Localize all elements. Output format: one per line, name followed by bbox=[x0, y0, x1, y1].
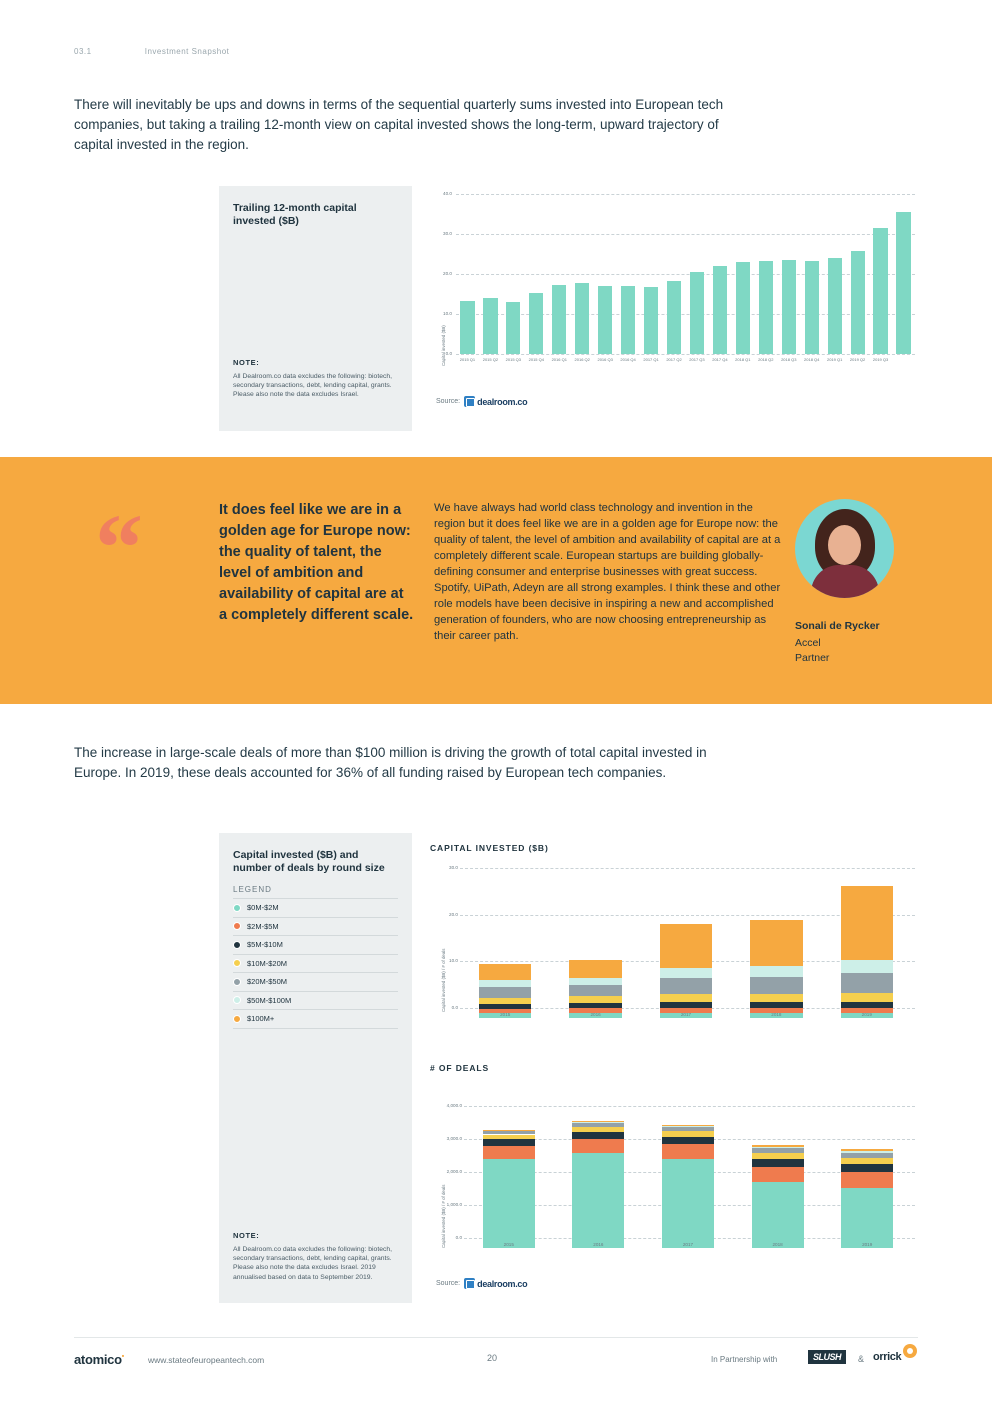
bar bbox=[460, 301, 474, 354]
note-body: All Dealroom.co data excludes the following: biotech, secondary transactions, debt, lending capital, grants. Please also note the data excludes Israel. bbox=[233, 373, 393, 399]
stack-segment bbox=[750, 1002, 802, 1008]
bar bbox=[896, 212, 910, 354]
stack-segment bbox=[572, 1121, 624, 1122]
dealroom-wordmark: dealroom.co bbox=[477, 396, 528, 407]
stacked-bar bbox=[660, 878, 712, 1018]
chart3-plot bbox=[446, 1103, 915, 1248]
stack-segment bbox=[660, 978, 712, 994]
gridline bbox=[456, 194, 915, 195]
bar bbox=[759, 261, 773, 354]
stack-segment bbox=[841, 1153, 893, 1158]
stack-segment bbox=[479, 998, 531, 1004]
stack-segment bbox=[483, 1130, 535, 1131]
stack-segment bbox=[660, 1002, 712, 1008]
quote-mark-icon: “ bbox=[95, 494, 143, 601]
chart2-note bbox=[233, 1231, 400, 1282]
x-axis-tick: 2019 bbox=[861, 1012, 872, 1017]
page-number: 20 bbox=[487, 1353, 498, 1363]
stack-segment bbox=[662, 1126, 714, 1128]
legend-item[interactable] bbox=[233, 917, 398, 936]
x-axis-tick: 2019 Q2 bbox=[849, 357, 866, 362]
x-axis-tick: 2018 Q2 bbox=[758, 357, 774, 362]
stacked-bar bbox=[569, 878, 621, 1018]
speaker-name: Sonali de Rycker bbox=[795, 620, 880, 632]
bar bbox=[667, 281, 681, 354]
legend-item[interactable] bbox=[233, 991, 398, 1010]
y-axis-tick: 0.0 bbox=[445, 351, 452, 356]
quote-body: We have always had world class technology and invention in the region but it does feel like we are in a golden age for Europe now: the quality of talent, the level of ambition and availability of capital are at a completely different scale. European startups are building globally-defining consumer and enterprise businesses with great success. Spotify, UiPath, Adeyn are all strong examples. I think these and other role models have been decisive in inspiring a new and accomplished generation of founders, who are now choosing entrepreneurship as their career path. bbox=[434, 502, 781, 642]
stack-segment bbox=[662, 1127, 714, 1131]
chart2-legend-card bbox=[219, 833, 412, 1303]
y-axis-tick: 20.0 bbox=[443, 271, 452, 276]
y-axis-tick: 1,000.0 bbox=[446, 1202, 462, 1207]
legend-item[interactable] bbox=[233, 972, 398, 991]
bar bbox=[506, 302, 520, 354]
stack-segment bbox=[660, 968, 712, 978]
atomico-logo: atomico• bbox=[74, 1352, 124, 1367]
y-axis-tick: 3,000.0 bbox=[446, 1136, 462, 1141]
legend-item[interactable] bbox=[233, 1009, 398, 1029]
x-axis-tick: 2017 bbox=[680, 1012, 692, 1017]
breadcrumb bbox=[74, 47, 674, 56]
note-label: NOTE: bbox=[233, 1231, 260, 1240]
x-axis-tick: 2015 bbox=[503, 1242, 514, 1247]
legend-color-dot-icon bbox=[233, 959, 241, 967]
legend-item-label: $10M-$20M bbox=[247, 958, 288, 968]
legend-color-dot-icon bbox=[233, 904, 241, 912]
source-label: Source: bbox=[436, 398, 461, 405]
avatar-face bbox=[828, 525, 861, 565]
legend-color-dot-icon bbox=[233, 978, 241, 986]
stack-segment bbox=[479, 964, 531, 980]
x-axis-tick: 2018 Q3 bbox=[781, 357, 797, 362]
x-axis-tick: 2017 bbox=[682, 1242, 694, 1247]
stack-segment bbox=[662, 1159, 714, 1248]
y-axis-tick: 20.0 bbox=[449, 911, 458, 917]
stack-segment bbox=[569, 985, 621, 996]
x-axis-tick: 2016 Q1 bbox=[551, 357, 567, 362]
speaker-role-text: Partner bbox=[795, 652, 830, 664]
stack-segment bbox=[572, 1122, 624, 1123]
speaker-company-text: Accel bbox=[795, 637, 821, 649]
chart1-source bbox=[436, 396, 527, 407]
chart3-y-axis-label: Capital invested ($B) / # of deals bbox=[441, 1184, 446, 1248]
stack-segment bbox=[483, 1159, 535, 1248]
legend-color-dot-icon bbox=[233, 941, 241, 949]
stack-segment bbox=[569, 960, 621, 978]
gridline bbox=[456, 234, 915, 235]
stacked-bar bbox=[479, 878, 531, 1018]
bar bbox=[483, 298, 497, 354]
orrick-mark-icon bbox=[903, 1344, 917, 1358]
dealroom-logo bbox=[464, 396, 527, 407]
note-label: NOTE: bbox=[233, 358, 260, 367]
bar bbox=[805, 261, 819, 354]
stack-segment bbox=[752, 1145, 804, 1146]
chart2-y-axis-label: Capital invested ($B) / # of deals bbox=[441, 948, 446, 1012]
stack-segment bbox=[479, 1004, 531, 1009]
x-axis-tick: 2017 Q2 bbox=[666, 357, 682, 362]
stack-segment bbox=[660, 924, 712, 968]
stack-segment bbox=[572, 1123, 624, 1127]
stack-segment bbox=[483, 1146, 535, 1159]
chart1-note bbox=[233, 358, 400, 400]
trailing-capital-chart bbox=[430, 186, 925, 416]
x-axis-tick: 2016 Q4 bbox=[620, 357, 636, 362]
stack-segment bbox=[750, 920, 802, 967]
legend-list bbox=[219, 898, 412, 1029]
stacked-bar bbox=[750, 878, 802, 1018]
y-axis-tick: 4,000.0 bbox=[446, 1103, 462, 1108]
orrick-logo: orrick bbox=[873, 1351, 902, 1363]
stack-segment bbox=[572, 1139, 624, 1152]
partner-label: In Partnership with bbox=[711, 1355, 778, 1364]
x-axis-tick: 2019 Q1 bbox=[826, 357, 843, 362]
stacked-bar bbox=[572, 1116, 624, 1248]
legend-item-label: $100M+ bbox=[247, 1014, 275, 1024]
dealroom-logo bbox=[464, 1278, 527, 1289]
stack-segment bbox=[752, 1147, 804, 1149]
y-axis-tick: 0.0 bbox=[451, 1005, 458, 1010]
legend-color-dot-icon bbox=[233, 922, 241, 930]
bar bbox=[736, 262, 750, 354]
footer-url[interactable]: www.stateofeuropeantech.com bbox=[148, 1355, 265, 1365]
stack-segment bbox=[483, 1130, 535, 1131]
stacked-bar bbox=[841, 878, 893, 1018]
note-body: All Dealroom.co data excludes the following: biotech, secondary transactions, debt, lending capital, grants. Please also note the data excludes Israel. 2019 annualised based on data to September 2019. bbox=[233, 1246, 393, 1281]
bar bbox=[621, 286, 635, 354]
section-title: Investment Snapshot bbox=[144, 47, 230, 56]
legend-header: LEGEND bbox=[233, 885, 272, 894]
legend-item-label: $50M-$100M bbox=[247, 995, 292, 1005]
bar bbox=[529, 293, 543, 354]
stack-segment bbox=[841, 1158, 893, 1164]
stacked-bar bbox=[662, 1116, 714, 1248]
x-axis-tick: 2015 Q1 bbox=[459, 357, 476, 362]
dealroom-badge-icon bbox=[464, 396, 475, 407]
bar bbox=[851, 251, 865, 354]
legend-item-label: $2M-$5M bbox=[247, 921, 279, 931]
intro-paragraph-2: The increase in large-scale deals of more than $100 million is driving the growth of total capital invested in Europe. In 2019, these deals accounted for 36% of all funding raised by European tech companies. bbox=[74, 745, 707, 780]
chart2-title: Capital invested ($B) and number of deals by round size bbox=[233, 849, 385, 874]
avatar bbox=[795, 499, 894, 598]
stack-segment bbox=[572, 1153, 624, 1248]
stacked-bar bbox=[841, 1116, 893, 1248]
y-axis-tick: 30.0 bbox=[449, 865, 458, 870]
stack-segment bbox=[752, 1148, 804, 1152]
legend-color-dot-icon bbox=[233, 996, 241, 1004]
x-axis-tick: 2016 Q2 bbox=[574, 357, 590, 362]
stack-segment bbox=[841, 886, 893, 960]
stack-segment bbox=[569, 978, 621, 985]
chart1-title: Trailing 12-month capital invested ($B) bbox=[233, 202, 357, 227]
x-axis-tick: 2016 bbox=[593, 1242, 604, 1247]
speaker-company bbox=[795, 636, 829, 666]
chart2-plot bbox=[449, 865, 915, 1018]
x-axis-tick: 2019 bbox=[862, 1242, 873, 1247]
gridline bbox=[456, 314, 915, 315]
stack-segment bbox=[569, 1003, 621, 1008]
x-axis-tick: 2017 Q3 bbox=[689, 357, 705, 362]
y-axis-tick: 10.0 bbox=[449, 958, 458, 964]
x-axis-tick: 2018 bbox=[771, 1012, 782, 1017]
stacked-bar bbox=[483, 1116, 535, 1248]
bar bbox=[575, 283, 589, 354]
y-axis-tick: 10.0 bbox=[443, 311, 452, 316]
stack-segment bbox=[752, 1167, 804, 1182]
bar bbox=[873, 228, 887, 354]
dealroom-badge-icon bbox=[464, 1278, 475, 1289]
stack-segment bbox=[662, 1131, 714, 1136]
ampersand: & bbox=[858, 1354, 865, 1364]
stack-segment bbox=[841, 973, 893, 993]
chart3-source bbox=[436, 1278, 527, 1289]
gridline bbox=[456, 274, 915, 275]
bar bbox=[713, 266, 727, 354]
stack-segment bbox=[752, 1182, 804, 1248]
dealroom-wordmark: dealroom.co bbox=[477, 1278, 528, 1289]
stack-segment bbox=[662, 1144, 714, 1158]
x-axis-tick: 2016 bbox=[590, 1012, 601, 1017]
legend-item-label: $0M-$2M bbox=[247, 903, 279, 913]
stack-segment bbox=[483, 1131, 535, 1134]
slush-logo: SLUSH bbox=[808, 1350, 846, 1364]
x-axis-tick: 2018 Q1 bbox=[735, 357, 751, 362]
stack-segment bbox=[841, 993, 893, 1002]
stack-segment bbox=[569, 996, 621, 1002]
stack-segment bbox=[750, 966, 802, 976]
x-axis-tick: 2019 Q3 bbox=[872, 357, 889, 362]
stack-segment bbox=[841, 1164, 893, 1173]
footer-divider bbox=[74, 1337, 918, 1338]
gridline bbox=[460, 868, 915, 869]
capital-invested-stacked-chart bbox=[430, 862, 925, 1042]
atomico-wordmark: atomico bbox=[74, 1352, 122, 1367]
legend-item[interactable] bbox=[233, 935, 398, 954]
chart1-y-axis-label: Capital invested ($B) bbox=[441, 325, 446, 366]
stack-segment bbox=[572, 1132, 624, 1140]
stack-segment bbox=[479, 980, 531, 987]
x-axis-tick: 2018 bbox=[772, 1242, 783, 1247]
y-axis-tick: 2,000.0 bbox=[446, 1169, 462, 1174]
avatar-body bbox=[811, 565, 879, 598]
bar bbox=[828, 258, 842, 354]
chart3-heading: # OF DEALS bbox=[430, 1063, 490, 1073]
stack-segment bbox=[483, 1139, 535, 1146]
bar bbox=[690, 272, 704, 354]
bar bbox=[644, 287, 658, 354]
chart2-heading: CAPITAL INVESTED ($B) bbox=[430, 843, 549, 853]
section-number: 03.1 bbox=[74, 47, 92, 56]
x-axis-tick: 2015 Q3 bbox=[505, 357, 522, 362]
y-axis-tick: 30.0 bbox=[443, 231, 452, 236]
stack-segment bbox=[662, 1137, 714, 1145]
stack-segment bbox=[752, 1159, 804, 1167]
stack-segment bbox=[483, 1135, 535, 1139]
legend-item-label: $5M-$10M bbox=[247, 940, 283, 950]
stack-segment bbox=[572, 1127, 624, 1132]
y-axis-tick: 40.0 bbox=[443, 191, 452, 196]
bar bbox=[552, 285, 566, 354]
legend-item-label: $20M-$50M bbox=[247, 977, 288, 987]
stack-segment bbox=[841, 960, 893, 973]
y-axis-tick: 0.0 bbox=[455, 1235, 462, 1240]
deal-count-stacked-chart bbox=[430, 1100, 925, 1289]
pull-quote: It does feel like we are in a golden age for Europe now: the quality of talent, the level of ambition and availability of capital are at a completely different scale. bbox=[219, 502, 414, 623]
source-label: Source: bbox=[436, 1280, 461, 1287]
legend-color-dot-icon bbox=[233, 1015, 241, 1023]
gridline bbox=[464, 1106, 915, 1107]
x-axis-tick: 2016 Q3 bbox=[597, 357, 613, 362]
stack-segment bbox=[841, 1002, 893, 1008]
stack-segment bbox=[841, 1172, 893, 1188]
stack-segment bbox=[662, 1125, 714, 1126]
stack-segment bbox=[750, 977, 802, 994]
x-axis-tick: 2018 Q4 bbox=[804, 357, 820, 362]
bar bbox=[782, 260, 796, 354]
stack-segment bbox=[841, 1151, 893, 1153]
bar bbox=[598, 286, 612, 354]
legend-item[interactable] bbox=[233, 954, 398, 973]
stack-segment bbox=[841, 1149, 893, 1151]
stack-segment bbox=[660, 994, 712, 1002]
x-axis-tick: 2015 bbox=[500, 1012, 511, 1017]
chart1-caption-card bbox=[219, 186, 412, 431]
intro-paragraph: There will inevitably be ups and downs in terms of the sequential quarterly sums invested into European tech companies, but taking a trailing 12-month view on capital invested shows the long-term, upward trajectory of capital invested in the region. bbox=[74, 97, 724, 152]
x-axis-tick: 2017 Q1 bbox=[643, 357, 659, 362]
stack-segment bbox=[752, 1153, 804, 1159]
x-axis-tick: 2015 Q4 bbox=[528, 357, 544, 362]
x-axis-tick: 2015 Q2 bbox=[482, 357, 499, 362]
x-axis-tick: 2017 Q4 bbox=[712, 357, 728, 362]
stack-segment bbox=[479, 987, 531, 997]
gridline bbox=[456, 354, 915, 355]
legend-item[interactable] bbox=[233, 898, 398, 917]
stack-segment bbox=[750, 994, 802, 1002]
stacked-bar bbox=[752, 1116, 804, 1248]
stack-segment bbox=[841, 1188, 893, 1248]
